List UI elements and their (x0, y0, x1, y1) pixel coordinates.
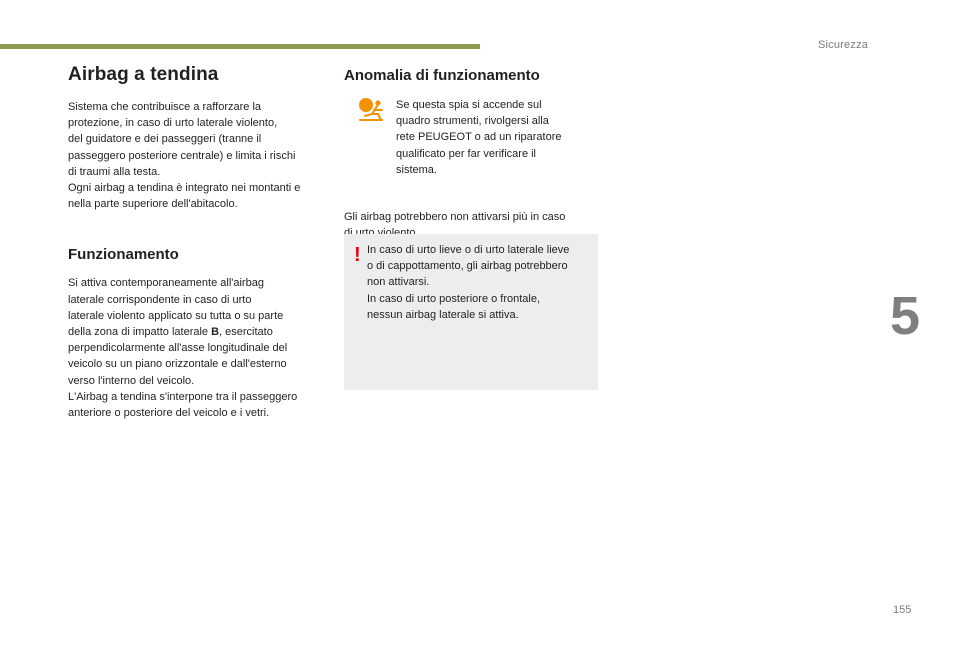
intro-paragraph: Sistema che contribuisce a rafforzare la protezione, in caso di urto laterale violento, del guidatore e dei passeggeri (tranne il passeggero posteriore centrale) e limita i rischi di traumi alla testa. Ogni airbag a tendina è integrato nei montanti e nella parte superiore dell'abitacolo. (68, 101, 301, 211)
zone-letter: B (211, 326, 220, 339)
left-column (68, 64, 326, 421)
warning-exclamation-icon: ! (354, 244, 361, 266)
chapter-number: 5 (890, 286, 921, 346)
warning-lamp-text: Se questa spia si accende sul quadro strumenti, rivolgersi alla rete PEUGEOT o ad un riparatore qualificato per far verificare il sistema. (396, 99, 562, 176)
page-number: 155 (893, 604, 912, 616)
warning-lamp-row (344, 97, 598, 209)
airbag-warning-lamp-icon (356, 97, 386, 123)
right-column (344, 67, 598, 241)
funzionamento-text-1: Si attiva contemporaneamente all'airbag laterale corrispondente in caso di urto laterale violento applicato su tutta o su parte della zona di impatto laterale (68, 277, 284, 339)
notice-text: In caso di urto lieve o di urto laterale lieve o di cappottamento, gli airbag potrebbero non attivarsi. In caso di urto posteriore o frontale, nessun airbag laterale si attiva. (367, 244, 570, 321)
section-color-bar (0, 44, 480, 49)
section-heading-funzionamento: Funzionamento (68, 246, 179, 264)
funzionamento-text-2: , esercitato perpendicolarmente all'asse longitudinale del veicolo su un piano orizzontale e dall'esterno verso l'interno del veicolo. L'Airbag a tendina s'interpone tra il passeggero anteriore o posteriore del veicolo e i vetri. (68, 326, 298, 420)
section-heading-anomalia: Anomalia di funzionamento (344, 67, 540, 84)
anomalia-paragraph: Gli airbag potrebbero non attivarsi più in caso (344, 211, 566, 223)
page-title: Airbag a tendina (68, 64, 219, 85)
section-label: Sicurezza (818, 39, 869, 51)
warning-notice-box (344, 234, 598, 390)
funzionamento-paragraph (68, 275, 326, 421)
